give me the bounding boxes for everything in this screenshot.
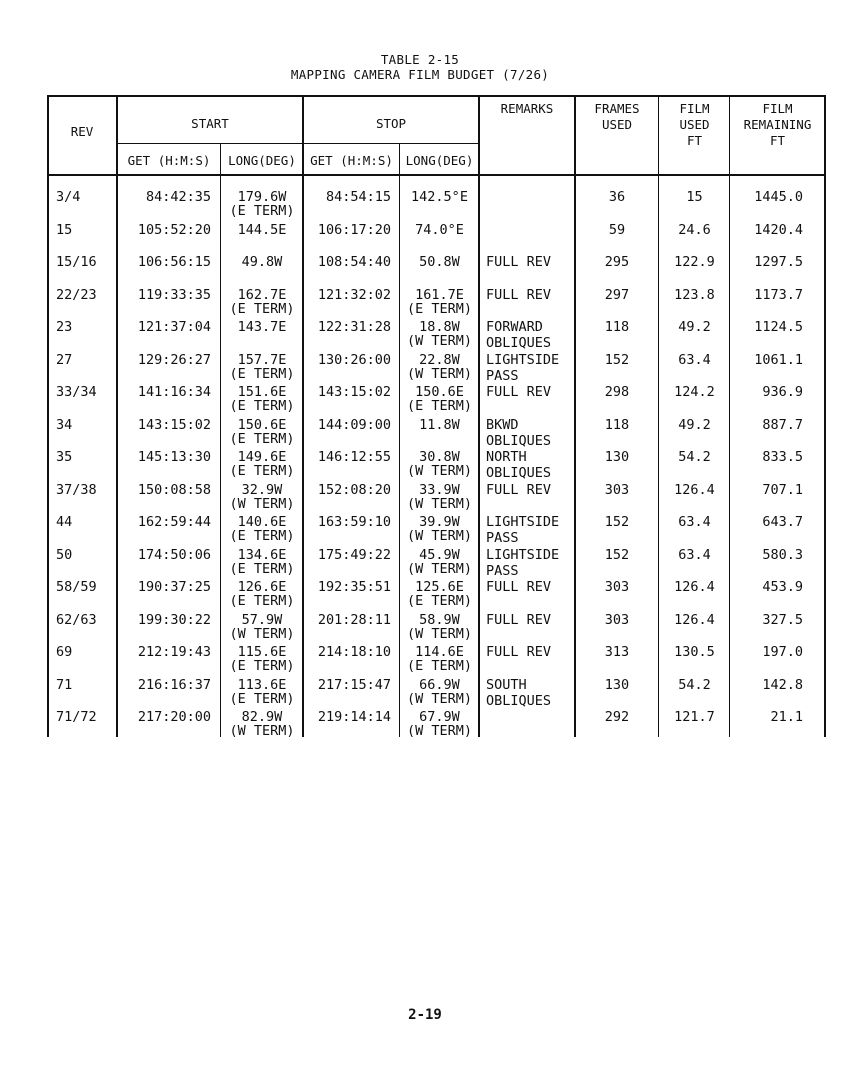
stop-get-cell: 163:59:10 xyxy=(317,514,391,530)
stop-long-cell: 66.9W xyxy=(419,676,460,693)
remarks-line-1: FULL REV xyxy=(486,481,552,498)
header-film-remaining xyxy=(730,101,825,149)
remarks-line-1: LIGHTSIDE xyxy=(486,546,560,563)
header-frames-line-2: USED xyxy=(601,117,633,132)
film-remaining-cell: 1420.4 xyxy=(754,221,803,238)
header-frames-line-1: FRAMES xyxy=(594,101,640,116)
table-top-border xyxy=(47,95,826,97)
stop-term-cell: (E TERM) xyxy=(406,593,473,609)
frames-used-cell: 303 xyxy=(604,579,630,595)
start-term-cell: (E TERM) xyxy=(229,430,295,447)
col-border-0 xyxy=(47,95,49,737)
frames-used-cell: 298 xyxy=(604,384,630,400)
rev-cell: 15 xyxy=(56,221,73,238)
start-get-cell: 129:26:27 xyxy=(137,351,211,368)
start-term-cell: (E TERM) xyxy=(229,398,295,414)
header-stop-get: GET (H:M:S) xyxy=(310,153,393,168)
frames-used-cell: 152 xyxy=(604,351,630,368)
remarks-line-2: OBLIQUES xyxy=(486,692,552,709)
rev-cell: 23 xyxy=(56,319,73,335)
start-long-cell: 49.8W xyxy=(241,254,283,270)
stop-term-cell: (E TERM) xyxy=(406,398,473,414)
stop-term-cell: (W TERM) xyxy=(406,365,473,382)
film-used-cell: 122.9 xyxy=(674,254,715,270)
stop-get-cell: 130:26:00 xyxy=(317,351,391,368)
frames-used-cell: 303 xyxy=(604,481,630,498)
stop-term-cell: (W TERM) xyxy=(406,625,473,642)
start-long-cell: 151.6E xyxy=(237,384,287,400)
frames-used-cell: 313 xyxy=(604,644,630,660)
frames-used-cell: 292 xyxy=(604,709,630,725)
start-get-cell: 162:59:44 xyxy=(137,514,211,530)
film-used-cell: 126.4 xyxy=(674,579,715,595)
stop-get-cell: 108:54:40 xyxy=(317,254,391,270)
stop-get-cell: 175:49:22 xyxy=(317,546,391,563)
stop-get-cell: 201:28:11 xyxy=(317,611,391,628)
start-get-cell: 217:20:00 xyxy=(137,709,211,725)
film-remaining-cell: 142.8 xyxy=(762,676,803,693)
start-long-cell: 134.6E xyxy=(237,546,287,563)
header-film-remaining-line-3: FT xyxy=(769,133,786,148)
start-term-cell: (E TERM) xyxy=(229,463,295,479)
remarks-line-1: FULL REV xyxy=(486,611,552,628)
frames-used-cell: 130 xyxy=(604,676,630,693)
col-border-9 xyxy=(824,95,826,737)
film-used-cell: 63.4 xyxy=(678,351,711,368)
film-remaining-cell: 327.5 xyxy=(762,611,803,628)
frames-used-cell: 303 xyxy=(604,611,630,628)
frames-used-cell: 152 xyxy=(604,514,630,530)
start-long-cell: 32.9W xyxy=(241,481,283,498)
rev-cell: 35 xyxy=(56,449,73,465)
header-start-get: GET (H:M:S) xyxy=(127,153,211,168)
stop-long-cell: 150.6E xyxy=(415,384,464,400)
film-remaining-cell: 580.3 xyxy=(762,546,803,563)
stop-get-cell: 121:32:02 xyxy=(317,286,391,303)
start-long-cell: 157.7E xyxy=(237,351,287,368)
rev-cell: 22/23 xyxy=(56,286,97,303)
header-frames-used xyxy=(575,101,659,133)
start-get-cell: 105:52:20 xyxy=(137,221,211,238)
stop-get-cell: 122:31:28 xyxy=(317,319,391,335)
header-bottom-border xyxy=(47,174,826,176)
stop-get-cell: 143:15:02 xyxy=(317,384,391,400)
rev-cell: 69 xyxy=(56,644,73,660)
stop-term-cell: (W TERM) xyxy=(406,723,473,739)
stop-term-cell: (E TERM) xyxy=(406,658,473,674)
start-get-cell: 141:16:34 xyxy=(137,384,211,400)
remarks-line-1: NORTH xyxy=(486,449,527,465)
start-get-cell: 106:56:15 xyxy=(137,254,211,270)
start-term-cell: (E TERM) xyxy=(229,593,295,609)
start-get-cell: 174:50:06 xyxy=(137,546,211,563)
remarks-line-2: OBLIQUES xyxy=(486,335,552,351)
stop-term-cell: (W TERM) xyxy=(406,560,473,577)
film-remaining-cell: 1297.5 xyxy=(754,254,803,270)
rev-cell: 33/34 xyxy=(56,384,97,400)
film-remaining-cell: 1173.7 xyxy=(754,286,803,303)
col-border-1 xyxy=(116,95,118,737)
frames-used-cell: 295 xyxy=(604,254,630,270)
remarks-line-2: PASS xyxy=(486,530,519,546)
frames-used-cell: 130 xyxy=(604,449,630,465)
stop-term-cell: (W TERM) xyxy=(406,528,473,544)
film-used-cell: 49.2 xyxy=(678,416,711,433)
remarks-line-2: OBLIQUES xyxy=(486,432,552,449)
stop-get-cell: 219:14:14 xyxy=(317,709,391,725)
stop-long-cell: 18.8W xyxy=(419,319,460,335)
rev-cell: 58/59 xyxy=(56,579,97,595)
stop-long-cell: 58.9W xyxy=(419,611,460,628)
stop-term-cell: (W TERM) xyxy=(406,333,473,349)
frames-used-cell: 152 xyxy=(604,546,630,563)
film-remaining-cell: 643.7 xyxy=(762,514,803,530)
stop-get-cell: 146:12:55 xyxy=(317,449,391,465)
subheader-divider-start xyxy=(117,143,479,144)
start-long-cell: 143.7E xyxy=(237,319,287,335)
start-term-cell: (E TERM) xyxy=(229,560,295,577)
stop-long-cell: 30.8W xyxy=(419,449,460,465)
start-get-cell: 119:33:35 xyxy=(137,286,211,303)
stop-long-cell: 50.8W xyxy=(419,254,460,270)
film-used-cell: 123.8 xyxy=(674,286,715,303)
stop-get-cell: 192:35:51 xyxy=(317,579,391,595)
start-get-cell: 150:08:58 xyxy=(137,481,211,498)
film-used-cell: 54.2 xyxy=(678,449,711,465)
remarks-line-2: PASS xyxy=(486,562,519,579)
remarks-line-2: OBLIQUES xyxy=(486,465,552,481)
film-remaining-cell: 887.7 xyxy=(762,416,803,433)
film-remaining-cell: 1445.0 xyxy=(754,189,803,205)
start-long-cell: 149.6E xyxy=(237,449,287,465)
film-remaining-cell: 833.5 xyxy=(762,449,803,465)
header-film-remaining-line-2: REMAINING xyxy=(743,117,812,132)
stop-long-cell: 22.8W xyxy=(419,351,460,368)
stop-get-cell: 217:15:47 xyxy=(317,676,391,693)
stop-get-cell: 144:09:00 xyxy=(317,416,391,433)
film-budget-table xyxy=(47,95,826,737)
rev-cell: 27 xyxy=(56,351,73,368)
rev-cell: 3/4 xyxy=(56,189,81,205)
remarks-line-1: FULL REV xyxy=(486,579,552,595)
stop-long-cell: 114.6E xyxy=(415,644,464,660)
rev-cell: 15/16 xyxy=(56,254,97,270)
remarks-line-1: LIGHTSIDE xyxy=(486,351,560,368)
frames-used-cell: 118 xyxy=(604,319,630,335)
rev-cell: 34 xyxy=(56,416,73,433)
stop-term-cell: (W TERM) xyxy=(406,463,473,479)
start-term-cell: (W TERM) xyxy=(229,625,295,642)
film-used-cell: 24.6 xyxy=(678,221,711,238)
stop-get-cell: 84:54:15 xyxy=(325,189,391,205)
header-start: START xyxy=(191,116,229,131)
start-long-cell: 57.9W xyxy=(241,611,283,628)
rev-cell: 50 xyxy=(56,546,73,563)
start-term-cell: (E TERM) xyxy=(229,690,295,707)
film-used-cell: 126.4 xyxy=(674,611,715,628)
film-used-cell: 126.4 xyxy=(674,481,715,498)
start-term-cell: (E TERM) xyxy=(229,365,295,382)
start-term-cell: (W TERM) xyxy=(229,495,295,512)
start-get-cell: 121:37:04 xyxy=(137,319,211,335)
start-long-cell: 82.9W xyxy=(241,709,283,725)
remarks-line-1: FULL REV xyxy=(486,254,552,270)
film-used-cell: 130.5 xyxy=(674,644,715,660)
start-long-cell: 115.6E xyxy=(237,644,287,660)
start-long-cell: 179.6W xyxy=(237,189,287,205)
start-long-cell: 162.7E xyxy=(237,286,287,303)
start-term-cell: (E TERM) xyxy=(229,203,295,219)
frames-used-cell: 297 xyxy=(604,286,630,303)
film-used-cell: 63.4 xyxy=(678,514,711,530)
start-get-cell: 212:19:43 xyxy=(137,644,211,660)
start-long-cell: 140.6E xyxy=(237,514,287,530)
remarks-line-1: FULL REV xyxy=(486,286,552,303)
rev-cell: 44 xyxy=(56,514,73,530)
stop-term-cell: (W TERM) xyxy=(406,495,473,512)
stop-long-cell: 161.7E xyxy=(415,286,464,303)
frames-used-cell: 36 xyxy=(608,189,626,205)
remarks-line-1: FULL REV xyxy=(486,384,552,400)
header-remarks: REMARKS xyxy=(500,101,554,116)
film-used-cell: 54.2 xyxy=(678,676,711,693)
rev-cell: 71 xyxy=(56,676,73,693)
start-long-cell: 150.6E xyxy=(237,416,287,433)
start-term-cell: (E TERM) xyxy=(229,300,295,317)
remarks-line-1: FULL REV xyxy=(486,644,552,660)
header-stop: STOP xyxy=(375,116,407,131)
header-stop-long: LONG(DEG) xyxy=(405,153,474,168)
remarks-line-2: PASS xyxy=(486,367,519,384)
stop-get-cell: 214:18:10 xyxy=(317,644,391,660)
stop-long-cell: 39.9W xyxy=(419,514,460,530)
stop-long-cell: 74.0°E xyxy=(415,221,464,238)
frames-used-cell: 118 xyxy=(604,416,630,433)
stop-long-cell: 67.9W xyxy=(419,709,460,725)
remarks-line-1: SOUTH xyxy=(486,676,527,693)
start-long-cell: 126.6E xyxy=(237,579,287,595)
table-title: TABLE 2-15 xyxy=(380,52,460,67)
film-remaining-cell: 1124.5 xyxy=(754,319,803,335)
film-remaining-cell: 453.9 xyxy=(762,579,803,595)
film-remaining-cell: 21.1 xyxy=(770,709,803,725)
stop-long-cell: 11.8W xyxy=(419,416,460,433)
start-long-cell: 113.6E xyxy=(237,676,287,693)
rev-cell: 37/38 xyxy=(56,481,97,498)
rev-cell: 62/63 xyxy=(56,611,97,628)
stop-get-cell: 106:17:20 xyxy=(317,221,391,238)
film-used-cell: 63.4 xyxy=(678,546,711,563)
header-start-long: LONG(DEG) xyxy=(228,153,296,168)
header-film-used-line-1: FILM xyxy=(679,101,710,116)
remarks-line-1: FORWARD xyxy=(486,319,543,335)
remarks-line-1: LIGHTSIDE xyxy=(486,514,560,530)
stop-term-cell: (W TERM) xyxy=(406,690,473,707)
start-long-cell: 144.5E xyxy=(237,221,287,238)
header-film-used xyxy=(659,101,730,149)
stop-long-cell: 142.5°E xyxy=(411,189,468,205)
film-used-cell: 49.2 xyxy=(678,319,711,335)
header-film-remaining-line-1: FILM xyxy=(762,101,793,116)
rev-cell: 71/72 xyxy=(56,709,97,725)
stop-long-cell: 45.9W xyxy=(419,546,460,563)
start-term-cell: (E TERM) xyxy=(229,658,295,674)
start-get-cell: 190:37:25 xyxy=(137,579,211,595)
stop-get-cell: 152:08:20 xyxy=(317,481,391,498)
header-film-used-line-2: USED xyxy=(679,117,710,132)
stop-term-cell: (E TERM) xyxy=(406,300,473,317)
start-get-cell: 216:16:37 xyxy=(137,676,211,693)
film-remaining-cell: 1061.1 xyxy=(754,351,803,368)
header-rev: REV xyxy=(70,124,94,139)
page-number: 2-19 xyxy=(408,1007,442,1023)
film-used-cell: 124.2 xyxy=(674,384,715,400)
start-get-cell: 145:13:30 xyxy=(137,449,211,465)
remarks-line-1: BKWD xyxy=(486,416,519,433)
start-get-cell: 84:42:35 xyxy=(145,189,211,205)
film-remaining-cell: 197.0 xyxy=(762,644,803,660)
frames-used-cell: 59 xyxy=(608,221,626,238)
header-film-used-line-3: FT xyxy=(686,133,703,148)
film-used-cell: 121.7 xyxy=(674,709,715,725)
start-term-cell: (W TERM) xyxy=(229,723,295,739)
film-remaining-cell: 707.1 xyxy=(762,481,803,498)
stop-long-cell: 33.9W xyxy=(419,481,460,498)
film-remaining-cell: 936.9 xyxy=(762,384,803,400)
stop-long-cell: 125.6E xyxy=(415,579,464,595)
film-used-cell: 15 xyxy=(686,189,703,205)
start-get-cell: 143:15:02 xyxy=(137,416,211,433)
start-get-cell: 199:30:22 xyxy=(137,611,211,628)
start-term-cell: (E TERM) xyxy=(229,528,295,544)
table-subtitle: MAPPING CAMERA FILM BUDGET (7/26) xyxy=(290,67,550,82)
